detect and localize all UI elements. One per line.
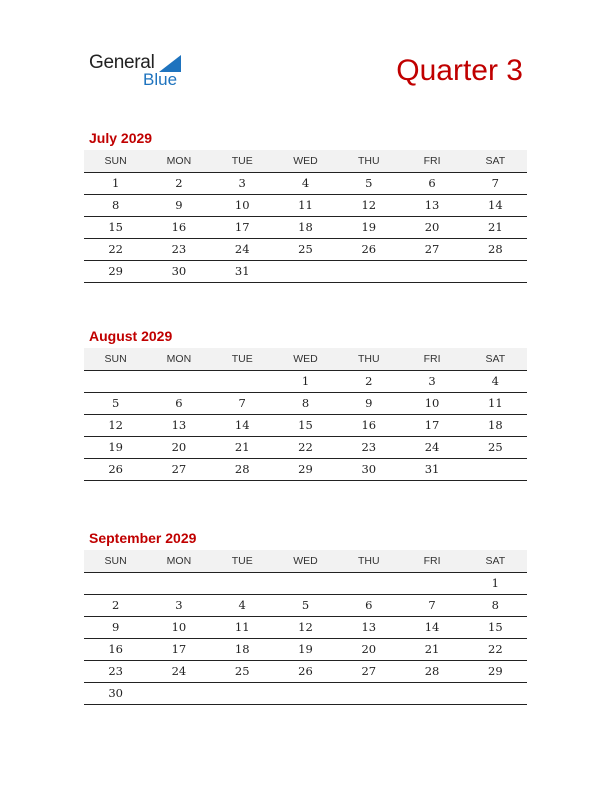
day-cell: 20: [424, 220, 440, 234]
day-cell: 26: [108, 462, 123, 476]
day-cell: [274, 573, 337, 594]
day-cell: 23: [171, 242, 187, 256]
day-cell: [84, 573, 147, 594]
quarter-title: Quarter 3: [396, 54, 523, 87]
weekday-label: TUE: [231, 555, 253, 567]
day-cell: 7: [491, 176, 499, 190]
day-cell: 27: [361, 664, 377, 678]
weekday-label: SAT: [485, 353, 506, 365]
day-cell: 26: [298, 664, 313, 678]
day-cell: 16: [361, 418, 377, 432]
logo-blue-text: Blue: [143, 70, 178, 89]
day-cell: 31: [424, 462, 440, 476]
day-cell: 15: [108, 220, 123, 234]
day-cell: 6: [428, 176, 436, 190]
day-cell: [211, 683, 274, 704]
day-cell: 11: [298, 198, 313, 212]
day-cell: 6: [175, 396, 183, 410]
day-cell: 3: [238, 176, 246, 190]
day-cell: [337, 683, 400, 704]
weekday-label: WED: [293, 353, 318, 365]
day-cell: 9: [175, 198, 183, 212]
day-cell: 21: [488, 220, 503, 234]
day-cell: 4: [491, 374, 499, 388]
week-row: [84, 195, 527, 217]
week-row: [84, 217, 527, 239]
day-cell: 19: [361, 220, 377, 234]
day-cell: 23: [361, 440, 377, 454]
day-cell: 2: [175, 176, 183, 190]
weekday-label: WED: [293, 155, 318, 167]
day-cell: 24: [424, 440, 440, 454]
day-cell: 17: [234, 220, 250, 234]
day-cell: 12: [298, 620, 313, 634]
week-row: [84, 173, 527, 195]
day-cell: 30: [361, 462, 377, 476]
week-row: [84, 459, 527, 481]
day-cell: [147, 683, 210, 704]
weekday-label: THU: [357, 155, 380, 167]
month-title: July 2029: [89, 130, 153, 146]
week-row: [84, 639, 527, 661]
day-cell: 18: [234, 642, 250, 656]
weekday-header: [84, 348, 527, 371]
month-calendar: [84, 530, 527, 705]
month-calendar: [84, 130, 527, 283]
day-cell: 15: [298, 418, 313, 432]
day-cell: [147, 573, 210, 594]
day-cell: 8: [491, 598, 499, 612]
day-cell: [84, 371, 147, 392]
day-cell: 18: [298, 220, 313, 234]
day-cell: 12: [361, 198, 377, 212]
weekday-label: MON: [166, 155, 192, 167]
day-cell: 8: [111, 198, 120, 212]
day-cell: 25: [488, 440, 503, 454]
day-cell: 3: [428, 374, 436, 388]
day-cell: 5: [111, 396, 120, 410]
weekday-label: SAT: [485, 155, 506, 167]
day-cell: [337, 261, 400, 282]
weekday-label: SUN: [104, 353, 127, 365]
day-cell: 11: [488, 396, 503, 410]
day-cell: 25: [234, 664, 250, 678]
day-cell: 6: [365, 598, 373, 612]
weekday-label: SUN: [104, 155, 127, 167]
weekday-label: FRI: [423, 155, 441, 167]
day-cell: 18: [488, 418, 503, 432]
day-cell: 30: [171, 264, 187, 278]
day-cell: [400, 683, 463, 704]
day-cell: 9: [365, 396, 373, 410]
day-cell: 22: [488, 642, 503, 656]
day-cell: 24: [234, 242, 250, 256]
day-cell: 17: [424, 418, 440, 432]
day-cell: [274, 261, 337, 282]
weekday-label: MON: [166, 555, 192, 567]
day-cell: 26: [361, 242, 377, 256]
day-cell: 14: [488, 198, 503, 212]
day-cell: 1: [491, 576, 499, 590]
day-cell: 10: [171, 620, 187, 634]
weekday-label: FRI: [423, 555, 441, 567]
weekday-label: MON: [166, 353, 192, 365]
logo-general-text: General: [89, 52, 155, 73]
weekday-header: [84, 550, 527, 573]
week-row: [84, 661, 527, 683]
day-cell: 31: [234, 264, 250, 278]
day-cell: 28: [424, 664, 440, 678]
month-calendar: [84, 328, 527, 481]
day-cell: 30: [108, 686, 123, 700]
day-cell: 27: [424, 242, 440, 256]
day-cell: 7: [238, 396, 246, 410]
day-cell: 29: [488, 664, 503, 678]
day-cell: 19: [108, 440, 123, 454]
day-cell: 13: [424, 198, 440, 212]
week-row: [84, 371, 527, 393]
day-cell: 2: [111, 598, 120, 612]
day-cell: 3: [175, 598, 183, 612]
weekday-label: TUE: [231, 353, 253, 365]
day-cell: 14: [424, 620, 440, 634]
day-cell: 11: [234, 620, 250, 634]
weekday-label: WED: [293, 555, 318, 567]
day-cell: 1: [111, 176, 120, 190]
day-cell: 2: [365, 374, 373, 388]
day-cell: 21: [424, 642, 440, 656]
week-row: [84, 617, 527, 639]
day-cell: 5: [301, 598, 310, 612]
month-title: August 2029: [89, 328, 173, 344]
week-row: [84, 393, 527, 415]
day-cell: 8: [301, 396, 310, 410]
week-row: [84, 261, 527, 283]
day-cell: [337, 573, 400, 594]
week-row: [84, 239, 527, 261]
day-cell: [274, 683, 337, 704]
day-cell: 13: [361, 620, 377, 634]
week-row: [84, 415, 527, 437]
day-cell: 29: [298, 462, 313, 476]
day-cell: 17: [171, 642, 187, 656]
day-cell: 9: [111, 620, 120, 634]
day-cell: 16: [171, 220, 187, 234]
weekday-label: THU: [357, 555, 380, 567]
day-cell: 19: [298, 642, 313, 656]
day-cell: [147, 371, 210, 392]
month-title: September 2029: [89, 530, 197, 546]
day-cell: 4: [301, 176, 310, 190]
day-cell: 12: [108, 418, 123, 432]
day-cell: 20: [171, 440, 187, 454]
day-cell: 16: [108, 642, 123, 656]
day-cell: [400, 261, 463, 282]
day-cell: 29: [108, 264, 123, 278]
day-cell: 25: [298, 242, 313, 256]
day-cell: [464, 683, 527, 704]
day-cell: 24: [171, 664, 187, 678]
day-cell: 5: [365, 176, 373, 190]
day-cell: 15: [488, 620, 503, 634]
day-cell: 23: [108, 664, 123, 678]
week-row: [84, 573, 527, 595]
weekday-label: SUN: [104, 555, 127, 567]
day-cell: [400, 573, 463, 594]
weekday-header: [84, 150, 527, 173]
day-cell: 22: [108, 242, 123, 256]
week-row: [84, 683, 527, 705]
day-cell: [464, 459, 527, 480]
day-cell: 1: [301, 374, 310, 388]
weekday-label: SAT: [485, 555, 506, 567]
day-cell: 28: [488, 242, 503, 256]
day-cell: 10: [424, 396, 440, 410]
day-cell: [464, 261, 527, 282]
weekday-label: TUE: [231, 155, 253, 167]
day-cell: [211, 371, 274, 392]
day-cell: 4: [238, 598, 246, 612]
day-cell: 27: [171, 462, 187, 476]
day-cell: [211, 573, 274, 594]
weekday-label: FRI: [423, 353, 441, 365]
weekday-label: THU: [357, 353, 380, 365]
day-cell: 20: [361, 642, 377, 656]
day-cell: 28: [234, 462, 250, 476]
day-cell: 7: [428, 598, 436, 612]
day-cell: 21: [234, 440, 250, 454]
week-row: [84, 595, 527, 617]
generalblue-logo: [89, 52, 199, 92]
day-cell: 10: [234, 198, 250, 212]
week-row: [84, 437, 527, 459]
day-cell: 22: [298, 440, 313, 454]
day-cell: 14: [234, 418, 250, 432]
day-cell: 13: [171, 418, 187, 432]
